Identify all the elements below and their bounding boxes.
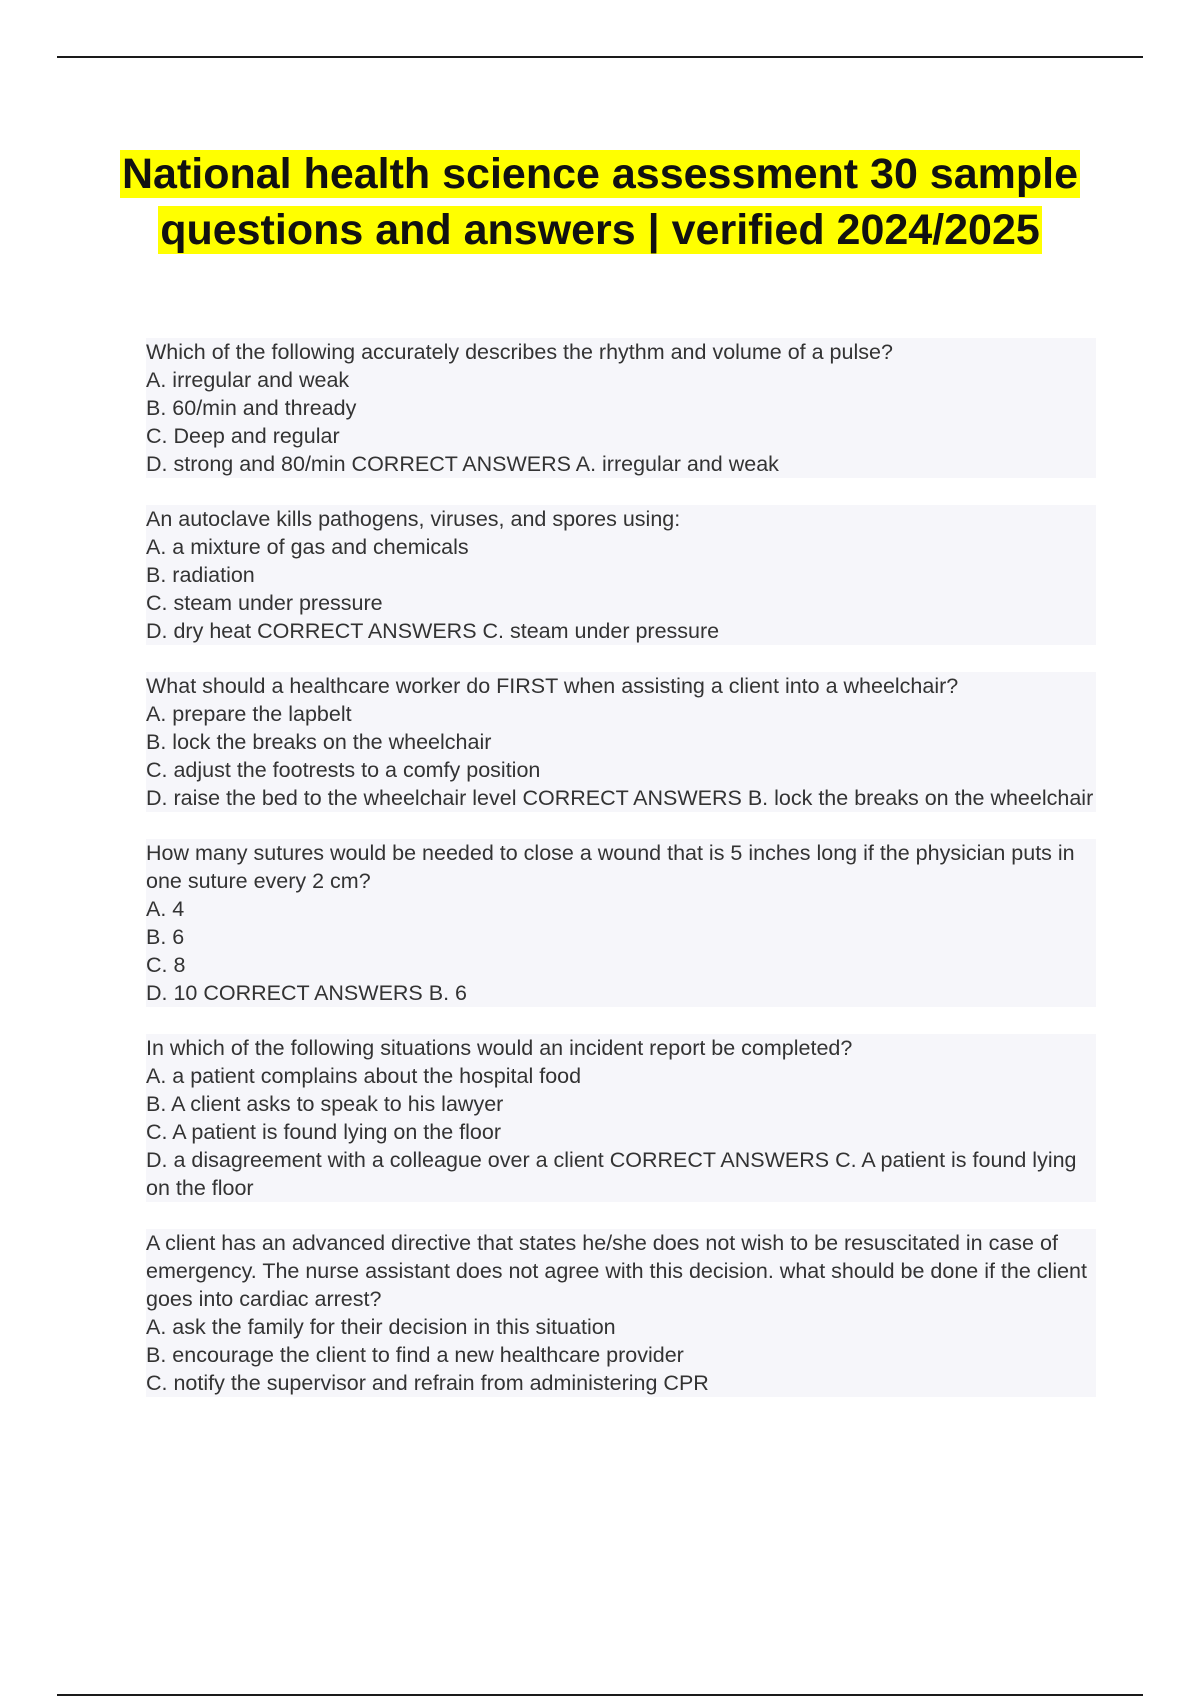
answer-option: B. lock the breaks on the wheelchair	[146, 730, 492, 754]
bottom-rule	[57, 1694, 1143, 1696]
answer-option: A. 4	[146, 897, 185, 921]
answer-option: C. adjust the footrests to a comfy position	[146, 758, 541, 782]
question-block	[146, 839, 1096, 1007]
answer-option: A. ask the family for their decision in this situation	[146, 1315, 616, 1339]
question-block	[146, 505, 1096, 645]
answer-option: A. a patient complains about the hospital food	[146, 1064, 582, 1088]
answer-option: C. A patient is found lying on the floor	[146, 1120, 501, 1144]
answer-option-with-correct-answer: D. a disagreement with a colleague over a client CORRECT ANSWERS C. A patient is found lying on the floor	[146, 1148, 1077, 1200]
question-block	[146, 1034, 1096, 1202]
questions-section	[146, 338, 1096, 1424]
answer-option-with-correct-answer: D. 10 CORRECT ANSWERS B. 6	[146, 981, 467, 1005]
question-text: A client has an advanced directive that states he/she does not wish to be resuscitated in case of emergency. The nurse assistant does not agree with this decision. what should be done if the client goes into cardiac arrest?	[146, 1231, 1087, 1311]
answer-option-with-correct-answer: D. raise the bed to the wheelchair level CORRECT ANSWERS B. lock the breaks on the wheelchair	[146, 786, 1094, 810]
title-highlight: National health science assessment 30 sample questions and answers | verified 2024/2025	[121, 150, 1078, 254]
answer-option: B. radiation	[146, 563, 255, 587]
answer-option: B. 6	[146, 925, 185, 949]
answer-option: B. A client asks to speak to his lawyer	[146, 1092, 504, 1116]
answer-option: B. 60/min and thready	[146, 396, 357, 420]
page-title	[100, 146, 1100, 258]
question-text: Which of the following accurately describes the rhythm and volume of a pulse?	[146, 340, 893, 364]
answer-option: A. a mixture of gas and chemicals	[146, 535, 469, 559]
question-block	[146, 1229, 1096, 1397]
answer-option: B. encourage the client to find a new healthcare provider	[146, 1343, 684, 1367]
top-rule	[57, 56, 1143, 58]
answer-option-with-correct-answer: D. dry heat CORRECT ANSWERS C. steam under pressure	[146, 619, 720, 643]
answer-option-with-correct-answer: D. strong and 80/min CORRECT ANSWERS A. irregular and weak	[146, 452, 779, 476]
question-text: How many sutures would be needed to close a wound that is 5 inches long if the physician puts in one suture every 2 cm?	[146, 841, 1075, 893]
question-text: An autoclave kills pathogens, viruses, and spores using:	[146, 507, 681, 531]
answer-option: A. irregular and weak	[146, 368, 350, 392]
answer-option: C. steam under pressure	[146, 591, 383, 615]
answer-option: C. notify the supervisor and refrain from administering CPR	[146, 1371, 709, 1395]
question-block	[146, 672, 1096, 812]
answer-option: C. 8	[146, 953, 186, 977]
answer-option: A. prepare the lapbelt	[146, 702, 352, 726]
question-block	[146, 338, 1096, 478]
answer-option: C. Deep and regular	[146, 424, 340, 448]
question-text: In which of the following situations would an incident report be completed?	[146, 1036, 853, 1060]
question-text: What should a healthcare worker do FIRST when assisting a client into a wheelchair?	[146, 674, 959, 698]
